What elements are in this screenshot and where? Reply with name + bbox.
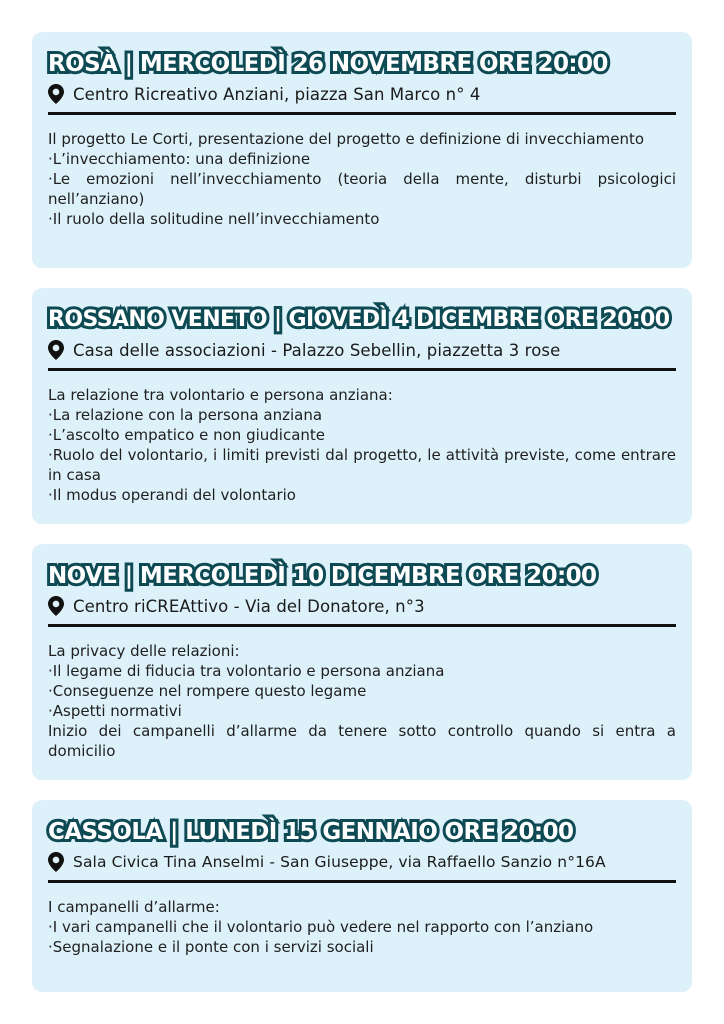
description-line: ·L’invecchiamento: una definizione [48, 150, 311, 168]
event-card-rossano-veneto [32, 288, 692, 524]
description-line: Il progetto Le Corti, presentazione del progetto e definizione di invecchiamento [48, 130, 645, 148]
event-location-text: Casa delle associazioni - Palazzo Sebellin, piazzetta 3 rose [73, 340, 561, 360]
description-line: ·Il ruolo della solitudine nell’invecchiamento [48, 210, 380, 228]
divider [48, 624, 676, 627]
map-pin-icon [48, 852, 64, 872]
divider [48, 112, 676, 115]
event-card-rosa [32, 32, 692, 268]
description-line: ·Il modus operandi del volontario [48, 486, 296, 504]
event-location [48, 850, 676, 874]
divider [48, 368, 676, 371]
description-line: ·I vari campanelli che il volontario può vedere nel rapporto con l’anziano [48, 918, 594, 936]
event-title: ROSSANO VENETO | GIOVEDÌ 4 DICEMBRE ORE 20:00 [48, 307, 670, 332]
event-location [48, 338, 676, 362]
map-pin-icon [48, 596, 64, 616]
description-line: ·Segnalazione e il ponte con i servizi sociali [48, 938, 374, 956]
event-location [48, 82, 676, 106]
event-title: CASSOLA | LUNEDÌ 15 GENNAIO ORE 20:00 [48, 819, 574, 845]
description-line: La relazione tra volontario e persona anziana: [48, 386, 393, 404]
event-card-cassola [32, 800, 692, 992]
description-line: ·Il legame di fiducia tra volontario e persona anziana [48, 662, 445, 680]
event-title: ROSÀ | MERCOLEDÌ 26 NOVEMBRE ORE 20:00 [48, 51, 608, 77]
event-description [48, 129, 676, 229]
description-line: ·Aspetti normativi [48, 702, 182, 720]
divider [48, 880, 676, 883]
event-location-text: Sala Civica Tina Anselmi - San Giuseppe, via Raffaello Sanzio n°16A [73, 853, 606, 871]
description-line: ·Ruolo del volontario, i limiti previsti dal progetto, le attività previste, come entrare in casa [48, 446, 676, 484]
description-line: ·L’ascolto empatico e non giudicante [48, 426, 326, 444]
event-description [48, 385, 676, 505]
event-location [48, 594, 676, 618]
event-description [48, 641, 676, 761]
description-line: Inizio dei campanelli d’allarme da tenere sotto controllo quando si entra a domicilio [48, 722, 676, 760]
event-description [48, 897, 676, 957]
description-line: I campanelli d’allarme: [48, 898, 220, 916]
event-card-nove [32, 544, 692, 780]
map-pin-icon [48, 340, 64, 360]
event-location-text: Centro Ricreativo Anziani, piazza San Marco n° 4 [73, 84, 481, 104]
map-pin-icon [48, 84, 64, 104]
event-location-text: Centro riCREAttivo - Via del Donatore, n°3 [73, 596, 425, 616]
description-line: ·La relazione con la persona anziana [48, 406, 323, 424]
description-line: ·Conseguenze nel rompere questo legame [48, 682, 367, 700]
description-line: La privacy delle relazioni: [48, 642, 240, 660]
description-line: ·Le emozioni nell’invecchiamento (teoria della mente, disturbi psicologici nell’anziano) [48, 170, 676, 208]
event-title: NOVE | MERCOLEDÌ 10 DICEMBRE ORE 20:00 [48, 563, 597, 589]
